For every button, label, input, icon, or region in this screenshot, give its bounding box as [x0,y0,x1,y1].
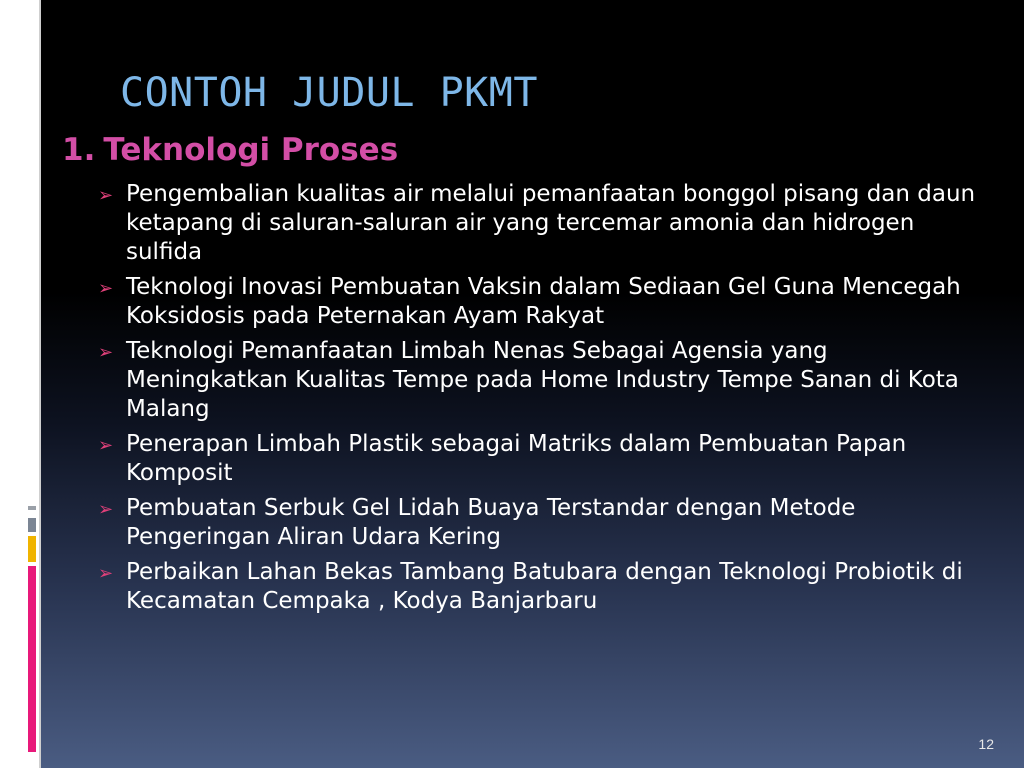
accent-pink-bar [28,566,36,752]
bullet-item [96,430,996,488]
arrow-bullet-icon: ➢ [98,435,114,456]
bullet-item [96,180,996,267]
page-number: 12 [978,736,994,752]
arrow-bullet-icon: ➢ [98,278,114,299]
bullet-list [96,180,996,622]
slide-title: CONTOH JUDUL PKMT [120,70,538,116]
bullet-item [96,337,996,424]
arrow-bullet-icon: ➢ [98,499,114,520]
section-heading [62,132,398,168]
section-heading-text: Teknologi Proses [103,132,399,168]
bullet-text: Penerapan Limbah Plastik sebagai Matriks dalam Pembuatan Papan Komposit [126,431,907,486]
bullet-text: Teknologi Inovasi Pembuatan Vaksin dalam Sediaan Gel Guna Mencegah Koksidosis pada Peternakan Ayam Rakyat [126,274,961,329]
bullet-text: Pengembalian kualitas air melalui pemanfaatan bonggol pisang dan daun ketapang di saluran-saluran air yang tercemar amonia dan hidrogen sulfida [126,181,976,265]
arrow-bullet-icon: ➢ [98,185,114,206]
accent-yellow-bar [28,536,36,562]
accent-gray-bar-small [28,506,36,510]
bullet-text: Perbaikan Lahan Bekas Tambang Batubara dengan Teknologi Probiotik di Kecamatan Cempaka , Kodya Banjarbaru [126,559,963,614]
section-number: 1. [62,132,96,168]
bullet-item [96,558,996,616]
accent-gray-bar [28,518,36,532]
arrow-bullet-icon: ➢ [98,563,114,584]
bullet-text: Pembuatan Serbuk Gel Lidah Buaya Terstandar dengan Metode Pengeringan Aliran Udara Kering [126,495,856,550]
arrow-bullet-icon: ➢ [98,342,114,363]
bullet-text: Teknologi Pemanfaatan Limbah Nenas Sebagai Agensia yang Meningkatkan Kualitas Tempe pada Home Industry Tempe Sanan di Kota Malang [126,338,959,422]
bullet-item [96,273,996,331]
left-margin [0,0,26,506]
bullet-item [96,494,996,552]
